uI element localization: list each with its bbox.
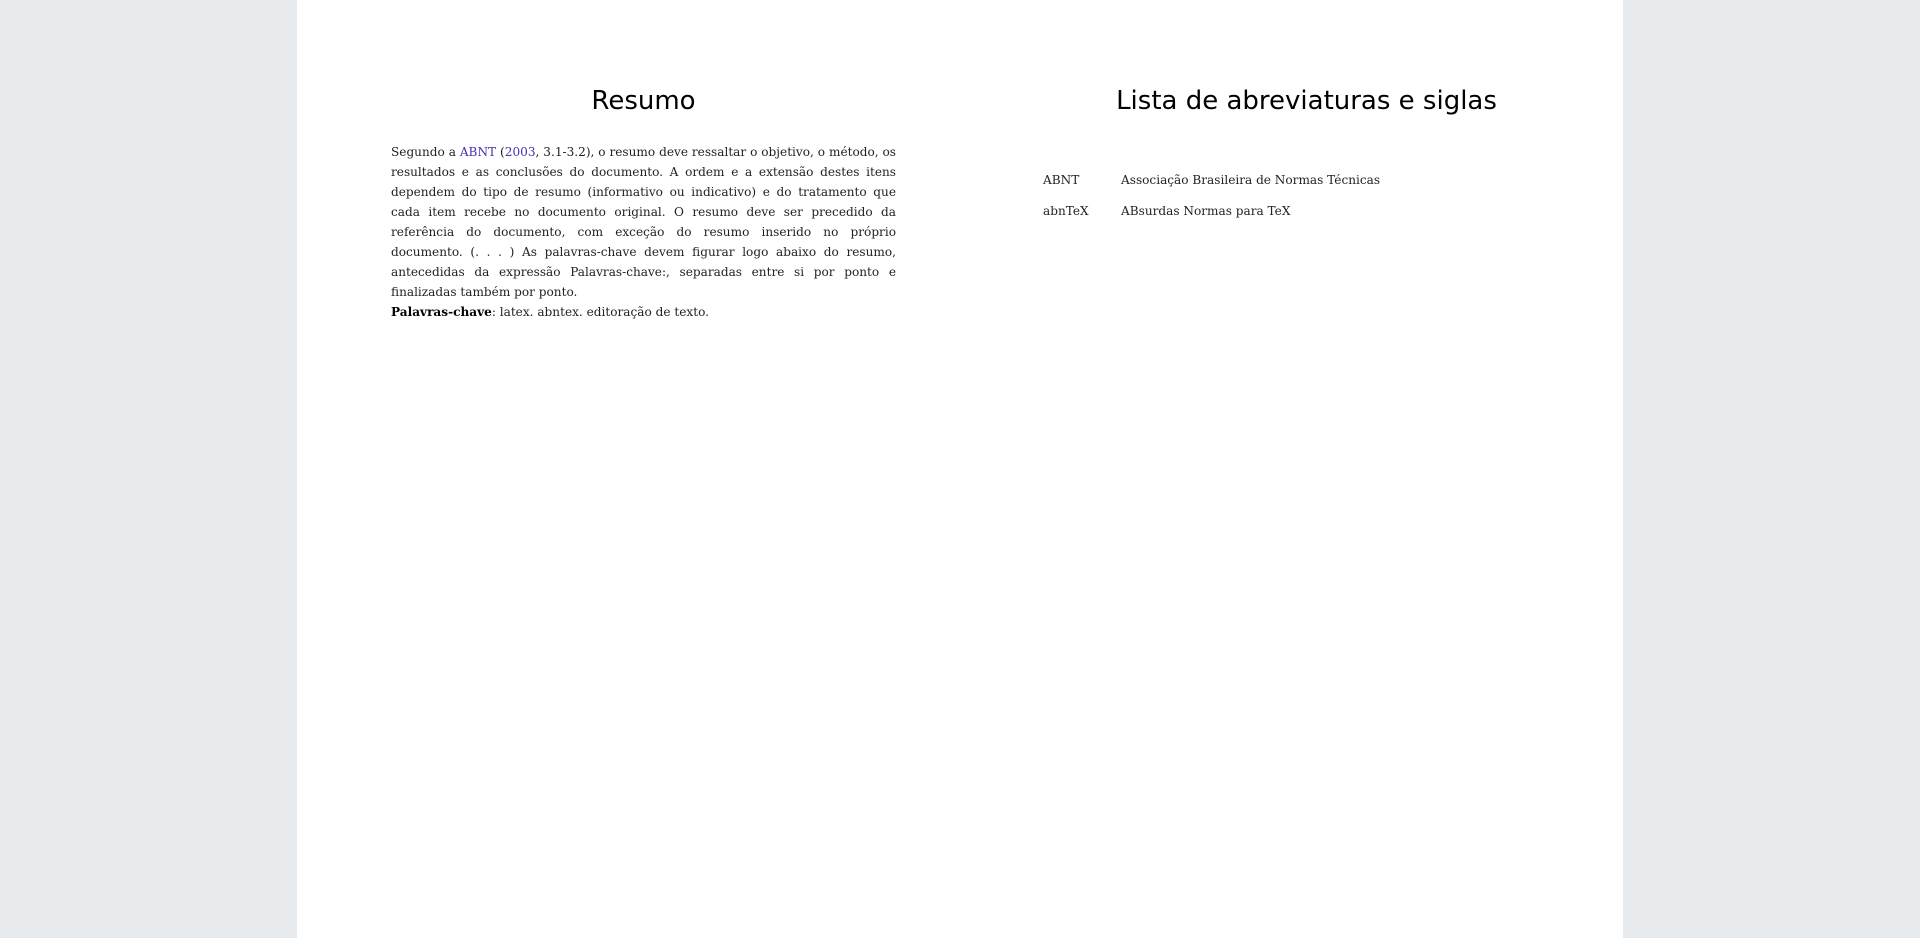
resumo-title: Resumo — [591, 86, 696, 116]
page-spread — [297, 0, 1623, 938]
citation-author-link[interactable]: ABNT — [459, 145, 497, 159]
page-abreviaturas — [960, 0, 1623, 938]
keywords-label: Palavras-chave — [391, 305, 492, 319]
abbreviation-definition: Associação Brasileira de Normas Técnicas — [1121, 173, 1381, 187]
page-resumo — [297, 0, 960, 938]
keywords-line — [391, 302, 896, 322]
keywords-text: : latex. abntex. editoração de texto. — [491, 305, 709, 319]
resumo-paren-open: ( — [496, 145, 505, 159]
resumo-body-rest: , 3.1-3.2), o resumo deve ressaltar o objetivo, o método, os resultados e as conclusões do documento. A ordem e a extensão destes itens dependem do tipo de resumo (informativo ou indicativo) e do tratamento que cada item recebe no documento original. O resumo deve ser precedido da referência do documento, com exceção do resumo inserido no próprio documento. (. . . ) As palavras-chave devem figurar logo abaixo do resumo, antecedidas da expressão Palavras-chave:, separadas entre si por ponto e finalizadas também por ponto. — [391, 145, 897, 299]
abbreviation-definition: ABsurdas Normas para TeX — [1121, 204, 1291, 218]
abbreviation-list — [1043, 170, 1563, 232]
resumo-body — [391, 142, 896, 302]
abbreviation-row — [1043, 170, 1563, 201]
abreviaturas-title: Lista de abreviaturas e siglas — [1116, 86, 1497, 116]
abbreviation-term: abnTeX — [1043, 204, 1089, 218]
resumo-body-prefix: Segundo a — [391, 145, 460, 159]
abbreviation-row — [1043, 201, 1563, 232]
abbreviation-term: ABNT — [1043, 173, 1080, 187]
citation-year-link[interactable]: 2003 — [504, 145, 536, 159]
